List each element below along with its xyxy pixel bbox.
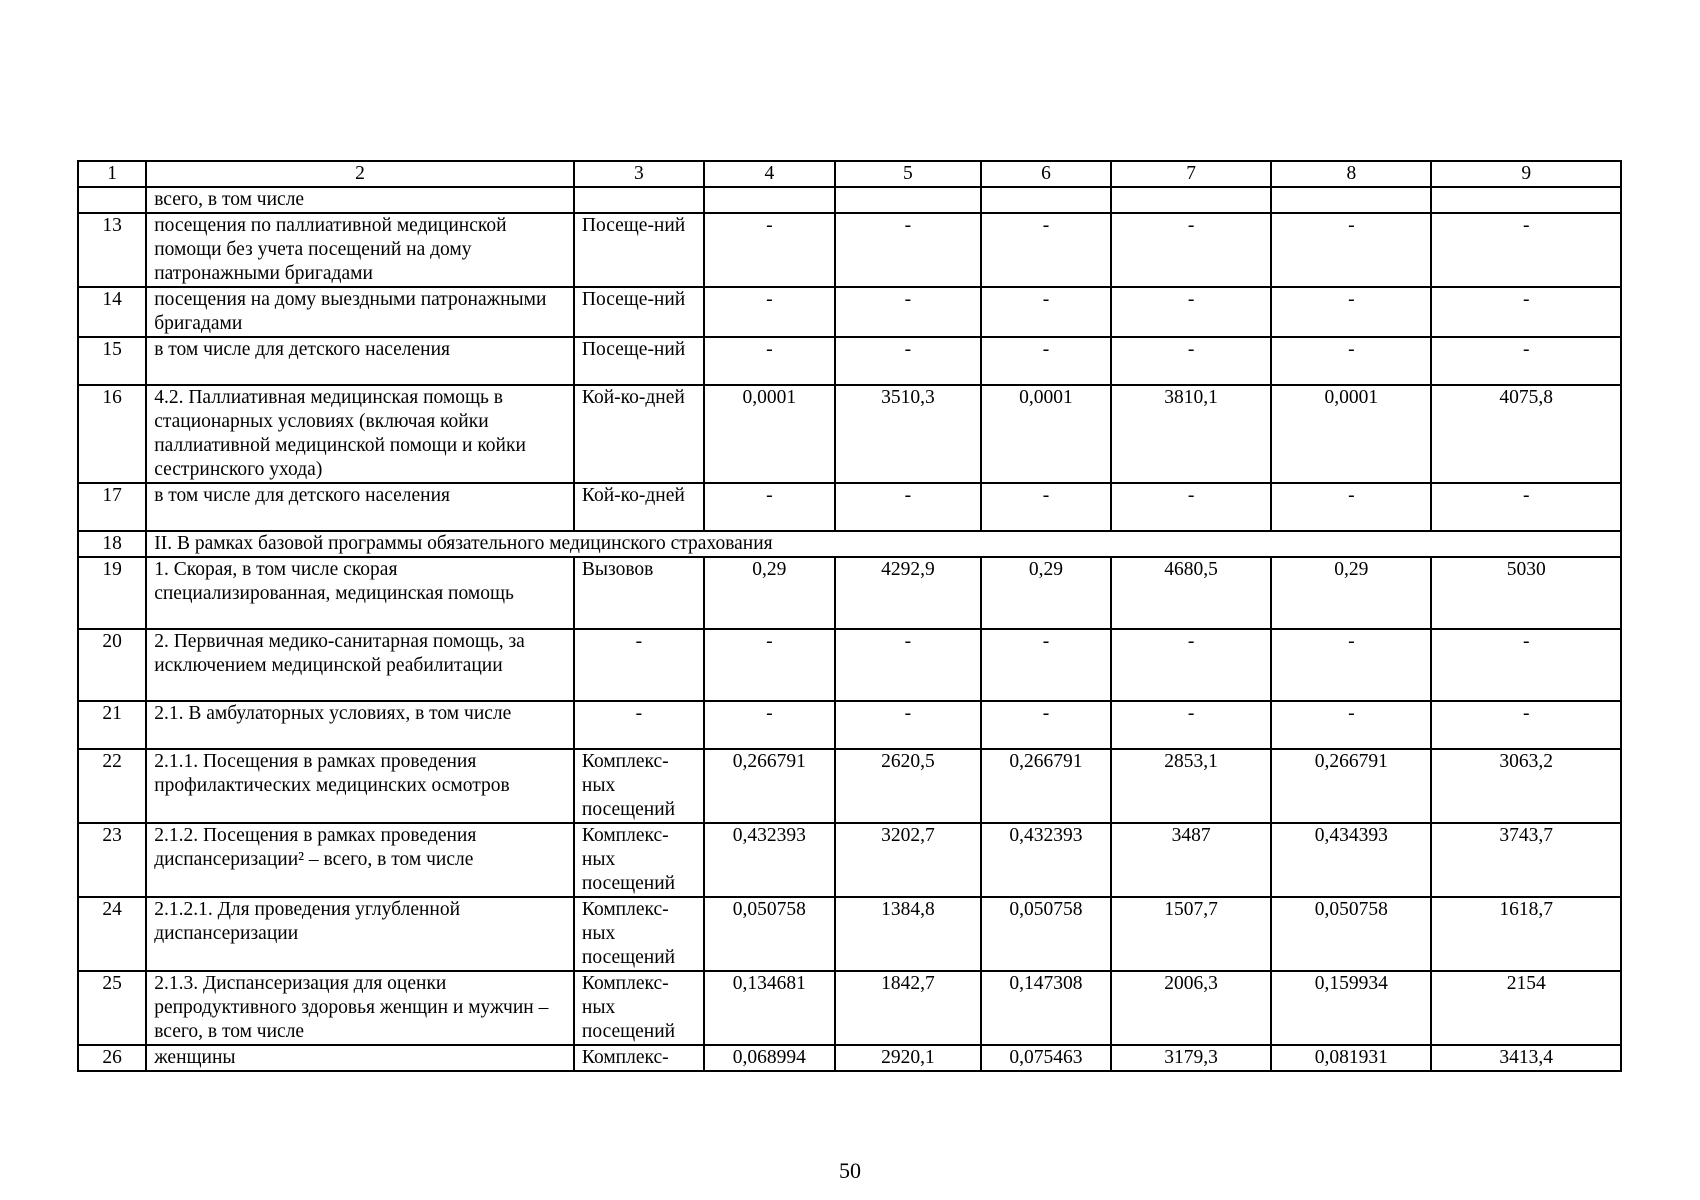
value-cell: 0,159934 <box>1271 971 1431 1045</box>
value-cell: - <box>1111 701 1271 749</box>
value-cell: - <box>704 287 835 337</box>
value-cell: - <box>981 213 1111 287</box>
table-row <box>78 213 1621 287</box>
value-cell: - <box>1431 213 1621 287</box>
value-cell: - <box>981 629 1111 701</box>
value-cell: - <box>1271 287 1431 337</box>
unit-cell: Кой-ко-дней <box>574 385 704 483</box>
value-cell: 0,068994 <box>704 1045 835 1071</box>
value-cell: - <box>835 213 981 287</box>
row-name: 2.1.2.1. Для проведения углубленной диспансеризации <box>146 897 574 971</box>
value-cell: - <box>981 337 1111 385</box>
table-row <box>78 483 1621 531</box>
value-cell: 1618,7 <box>1431 897 1621 971</box>
value-cell: 1842,7 <box>835 971 981 1045</box>
row-number: 21 <box>78 701 146 749</box>
header-cell: 5 <box>835 161 981 187</box>
table-row <box>78 1045 1621 1071</box>
table-row <box>78 823 1621 897</box>
unit-cell: Комплекс-ных посещений <box>574 749 704 823</box>
header-cell: 1 <box>78 161 146 187</box>
table-row <box>78 557 1621 629</box>
table-row <box>78 187 1621 213</box>
header-cell: 3 <box>574 161 704 187</box>
unit-cell <box>574 187 704 213</box>
row-number: 17 <box>78 483 146 531</box>
value-cell: 3810,1 <box>1111 385 1271 483</box>
value-cell: - <box>1431 629 1621 701</box>
value-cell: - <box>835 287 981 337</box>
value-cell: 5030 <box>1431 557 1621 629</box>
value-cell: - <box>1431 483 1621 531</box>
value-cell: 4292,9 <box>835 557 981 629</box>
row-name: 1. Скорая, в том числе скорая специализированная, медицинская помощь <box>146 557 574 629</box>
value-cell: - <box>981 483 1111 531</box>
value-cell: 0,266791 <box>981 749 1111 823</box>
row-number: 15 <box>78 337 146 385</box>
value-cell: - <box>1271 483 1431 531</box>
value-cell: 0,050758 <box>981 897 1111 971</box>
header-cell: 6 <box>981 161 1111 187</box>
row-number: 25 <box>78 971 146 1045</box>
value-cell: 0,29 <box>981 557 1111 629</box>
value-cell: 0,0001 <box>1271 385 1431 483</box>
table-header-row <box>78 161 1621 187</box>
value-cell: - <box>835 337 981 385</box>
table-row <box>78 749 1621 823</box>
table-row <box>78 287 1621 337</box>
value-cell: 0,266791 <box>1271 749 1431 823</box>
value-cell: 0,434393 <box>1271 823 1431 897</box>
value-cell: 1384,8 <box>835 897 981 971</box>
unit-cell: Комплекс-ных посещений <box>574 823 704 897</box>
value-cell: 0,0001 <box>704 385 835 483</box>
value-cell: - <box>1271 629 1431 701</box>
value-cell: 0,081931 <box>1271 1045 1431 1071</box>
row-name: женщины <box>146 1045 574 1071</box>
unit-cell: - <box>574 629 704 701</box>
row-name: в том числе для детского населения <box>146 337 574 385</box>
value-cell: - <box>1111 483 1271 531</box>
value-cell: 0,432393 <box>704 823 835 897</box>
value-cell <box>1431 187 1621 213</box>
value-cell <box>835 187 981 213</box>
row-name: в том числе для детского населения <box>146 483 574 531</box>
value-cell: 0,29 <box>704 557 835 629</box>
value-cell: - <box>1271 213 1431 287</box>
value-cell: - <box>1111 337 1271 385</box>
value-cell: 0,050758 <box>704 897 835 971</box>
value-cell: - <box>1431 701 1621 749</box>
value-cell: - <box>704 337 835 385</box>
value-cell: - <box>704 629 835 701</box>
value-cell: - <box>1271 337 1431 385</box>
value-cell: 2920,1 <box>835 1045 981 1071</box>
value-cell <box>1111 187 1271 213</box>
row-number: 19 <box>78 557 146 629</box>
value-cell: 0,432393 <box>981 823 1111 897</box>
value-cell: 4680,5 <box>1111 557 1271 629</box>
row-name: 2.1. В амбулаторных условиях, в том числе <box>146 701 574 749</box>
unit-cell: Посеще-ний <box>574 287 704 337</box>
value-cell: 0,29 <box>1271 557 1431 629</box>
value-cell <box>981 187 1111 213</box>
value-cell: 2620,5 <box>835 749 981 823</box>
table-body <box>78 161 1621 1071</box>
table-row <box>78 897 1621 971</box>
header-cell: 4 <box>704 161 835 187</box>
value-cell: - <box>1111 629 1271 701</box>
row-number: 20 <box>78 629 146 701</box>
value-cell: 3063,2 <box>1431 749 1621 823</box>
value-cell: 3413,4 <box>1431 1045 1621 1071</box>
value-cell: 2154 <box>1431 971 1621 1045</box>
row-name: посещения по паллиативной медицинской помощи без учета посещений на дому патронажными бригадами <box>146 213 574 287</box>
page-number: 50 <box>839 1158 861 1183</box>
value-cell: 4075,8 <box>1431 385 1621 483</box>
value-cell: 0,0001 <box>981 385 1111 483</box>
value-cell: - <box>704 213 835 287</box>
unit-cell: Посеще-ний <box>574 337 704 385</box>
row-name: всего, в том числе <box>146 187 574 213</box>
value-cell: 0,147308 <box>981 971 1111 1045</box>
table-row <box>78 629 1621 701</box>
value-cell: - <box>835 629 981 701</box>
table-row <box>78 971 1621 1045</box>
table-row <box>78 337 1621 385</box>
value-cell: 0,050758 <box>1271 897 1431 971</box>
value-cell: 3487 <box>1111 823 1271 897</box>
data-table <box>77 160 1622 1072</box>
value-cell: 0,266791 <box>704 749 835 823</box>
value-cell: - <box>981 701 1111 749</box>
row-name: 4.2. Паллиативная медицинская помощь в стационарных условиях (включая койки паллиативной медицинской помощи и койки сестринского ухода) <box>146 385 574 483</box>
unit-cell: Вызовов <box>574 557 704 629</box>
row-number: 26 <box>78 1045 146 1071</box>
unit-cell: Комплекс-ных посещений <box>574 897 704 971</box>
value-cell: 0,134681 <box>704 971 835 1045</box>
value-cell: - <box>1431 287 1621 337</box>
value-cell: - <box>835 701 981 749</box>
value-cell: - <box>835 483 981 531</box>
row-number: 14 <box>78 287 146 337</box>
table-row <box>78 385 1621 483</box>
value-cell: 3743,7 <box>1431 823 1621 897</box>
row-number: 13 <box>78 213 146 287</box>
value-cell: - <box>704 483 835 531</box>
value-cell: 1507,7 <box>1111 897 1271 971</box>
value-cell: - <box>1271 701 1431 749</box>
unit-cell: Посеще-ний <box>574 213 704 287</box>
value-cell: - <box>1111 287 1271 337</box>
value-cell: 3179,3 <box>1111 1045 1271 1071</box>
unit-cell: Кой-ко-дней <box>574 483 704 531</box>
header-cell: 7 <box>1111 161 1271 187</box>
row-number: 16 <box>78 385 146 483</box>
value-cell: 0,075463 <box>981 1045 1111 1071</box>
row-number: 22 <box>78 749 146 823</box>
unit-cell: Комплекс-ных посещений <box>574 971 704 1045</box>
value-cell: - <box>704 701 835 749</box>
header-cell: 2 <box>146 161 574 187</box>
table-row <box>78 701 1621 749</box>
unit-cell: - <box>574 701 704 749</box>
row-name: 2.1.1. Посещения в рамках проведения профилактических медицинских осмотров <box>146 749 574 823</box>
header-cell: 8 <box>1271 161 1431 187</box>
row-number: 24 <box>78 897 146 971</box>
value-cell: 3202,7 <box>835 823 981 897</box>
header-cell: 9 <box>1431 161 1621 187</box>
value-cell: - <box>981 287 1111 337</box>
value-cell: - <box>1111 213 1271 287</box>
row-number: 23 <box>78 823 146 897</box>
value-cell: 2853,1 <box>1111 749 1271 823</box>
value-cell <box>704 187 835 213</box>
row-name: 2. Первичная медико-санитарная помощь, за исключением медицинской реабилитации <box>146 629 574 701</box>
value-cell: 3510,3 <box>835 385 981 483</box>
value-cell <box>1271 187 1431 213</box>
row-name: посещения на дому выездными патронажными бригадами <box>146 287 574 337</box>
row-name: 2.1.3. Диспансеризация для оценки репродуктивного здоровья женщин и мужчин – всего, в том числе <box>146 971 574 1045</box>
section-heading: II. В рамках базовой программы обязательного медицинского страхования <box>146 531 1621 557</box>
row-number <box>78 187 146 213</box>
value-cell: - <box>1431 337 1621 385</box>
row-number: 18 <box>78 531 146 557</box>
value-cell: 2006,3 <box>1111 971 1271 1045</box>
table-row <box>78 531 1621 557</box>
unit-cell: Комплекс- <box>574 1045 704 1071</box>
row-name: 2.1.2. Посещения в рамках проведения диспансеризации² – всего, в том числе <box>146 823 574 897</box>
